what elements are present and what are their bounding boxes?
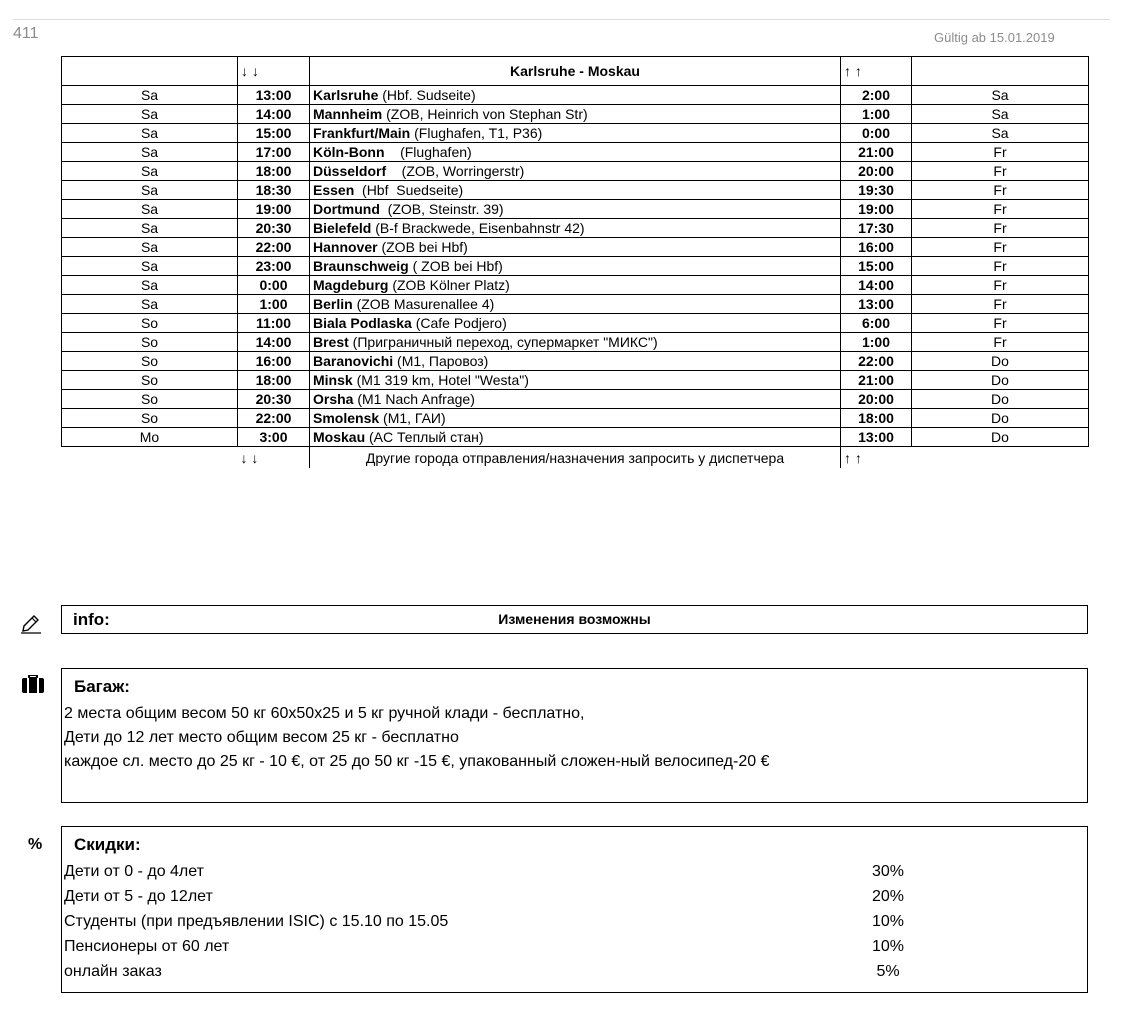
departure-time: 22:00 [238,409,310,428]
timetable-header [62,57,1089,86]
stop-name: Essen [313,182,355,198]
baggage-line: каждое сл. место до 25 кг - 10 €, от 25 до 50 кг -15 €, упакованный сложен-ный велосипед-20 € [64,753,770,770]
discount-value: 30% [871,863,905,880]
stop-detail: (ZOB, Steinstr. 39) [379,201,504,217]
departure-time: 0:00 [238,276,310,295]
departure-time: 20:30 [238,219,310,238]
timetable-row [62,295,1089,314]
discounts-title: Скидки: [74,835,141,854]
return-day: Do [912,409,1089,428]
return-time: 21:00 [841,143,912,162]
timetable-row [62,219,1089,238]
return-day: Do [912,352,1089,371]
timetable-row [62,390,1089,409]
return-day: Fr [912,200,1089,219]
discount-value: 10% [871,913,905,930]
return-time: 16:00 [841,238,912,257]
timetable-row [62,181,1089,200]
departure-day: So [62,371,238,390]
baggage-title: Багаж: [74,677,130,696]
stop-cell [310,124,841,143]
departure-time: 22:00 [238,238,310,257]
timetable-row [62,162,1089,181]
down-arrows: ↓ ↓ [238,57,310,86]
stop-cell [310,276,841,295]
up-arrows: ↑ ↑ [841,57,912,86]
valid-from: Gültig ab 15.01.2019 [934,30,1055,45]
stop-name: Berlin [313,296,353,312]
return-day: Sa [912,86,1089,105]
stop-detail: (Hbf Suedseite) [354,182,464,198]
stop-name: Moskau [313,429,366,445]
return-time: 2:00 [841,86,912,105]
departure-day: So [62,390,238,409]
return-time: 1:00 [841,105,912,124]
return-day: Fr [912,276,1089,295]
stop-cell [310,409,841,428]
timetable-row [62,143,1089,162]
return-day: Do [912,390,1089,409]
baggage-line: Дети до 12 лет место общим весом 25 кг - бесплатно [64,729,459,746]
pencil-icon [20,612,42,634]
stop-name: Smolensk [313,410,380,426]
luggage-icon [22,675,44,693]
top-divider [13,19,1110,20]
stop-detail: (B-f Brackwede, Eisenbahnstr 42) [371,220,585,236]
departure-day: Sa [62,181,238,200]
return-time: 13:00 [841,428,912,447]
stop-detail: (Приграничный переход, супермаркет "МИКС") [348,334,658,350]
departure-day: Mo [62,428,238,447]
info-box [61,605,1088,634]
return-time: 20:00 [841,390,912,409]
stop-cell [310,333,841,352]
info-text: Изменения возможны [498,611,651,627]
stop-detail: (M1 Nach Anfrage) [353,391,475,407]
departure-day: Sa [62,238,238,257]
departure-time: 11:00 [238,314,310,333]
down-arrows-footer: ↓ ↓ [240,449,259,466]
return-time: 20:00 [841,162,912,181]
stop-name: Hannover [313,239,378,255]
route-title: Karlsruhe - Moskau [310,57,841,86]
return-day: Fr [912,219,1089,238]
discounts-box [61,826,1088,993]
return-time: 6:00 [841,314,912,333]
stop-name: Düsseldorf [313,163,387,179]
timetable-row [62,333,1089,352]
departure-day: Sa [62,162,238,181]
stop-name: Frankfurt/Main [313,125,411,141]
departure-day: Sa [62,105,238,124]
departure-day: Sa [62,276,238,295]
percent-icon: % [28,836,43,853]
return-time: 15:00 [841,257,912,276]
baggage-box [61,668,1088,803]
stop-name: Biala Podlaska [313,315,412,331]
stop-cell [310,238,841,257]
stop-detail: (Cafe Podjero) [411,315,507,331]
timetable-row [62,428,1089,447]
discount-label: онлайн заказ [64,963,162,980]
timetable-row [62,257,1089,276]
stop-cell [310,295,841,314]
stop-name: Karlsruhe [313,87,379,103]
stop-detail: ( ZOB bei Hbf) [408,258,503,274]
discount-label: Дети от 5 - до 12лет [64,888,213,905]
departure-day: Sa [62,124,238,143]
timetable-row [62,105,1089,124]
departure-time: 19:00 [238,200,310,219]
return-day: Fr [912,314,1089,333]
departure-time: 1:00 [238,295,310,314]
stop-detail: (Flughafen, T1, P36) [410,125,543,141]
stop-cell [310,181,841,200]
discount-value: 20% [871,888,905,905]
departure-time: 23:00 [238,257,310,276]
return-time: 13:00 [841,295,912,314]
timetable-row [62,124,1089,143]
stop-cell [310,352,841,371]
stop-name: Bielefeld [313,220,372,236]
stop-cell [310,371,841,390]
discount-value: 5% [876,963,900,980]
stop-cell [310,200,841,219]
departure-time: 3:00 [238,428,310,447]
stop-name: Dortmund [313,201,380,217]
departure-time: 18:00 [238,371,310,390]
departure-day: So [62,352,238,371]
timetable [61,56,1089,468]
departure-day: So [62,409,238,428]
return-time: 0:00 [841,124,912,143]
departure-time: 15:00 [238,124,310,143]
timetable-row [62,86,1089,105]
return-time: 18:00 [841,409,912,428]
timetable-row [62,276,1089,295]
stop-detail: (ZOB Kölner Platz) [388,277,510,293]
stop-cell [310,219,841,238]
return-day: Fr [912,257,1089,276]
timetable-row [62,200,1089,219]
page-number: 411 [13,25,39,42]
return-day: Fr [912,295,1089,314]
info-label: info: [73,610,110,629]
return-time: 19:00 [841,200,912,219]
return-day: Fr [912,181,1089,200]
stop-detail: (Flughafen) [384,144,472,160]
stop-name: Brest [313,334,349,350]
stop-detail: (M1 319 km, Hotel "Westa") [352,372,529,388]
stop-name: Mannheim [313,106,383,122]
stop-name: Baranovichi [313,353,394,369]
return-time: 21:00 [841,371,912,390]
baggage-line: 2 места общим весом 50 кг 60х50х25 и 5 кг ручной клади - бесплатно, [64,705,585,722]
stop-detail: (ZOB, Worringerstr) [386,163,525,179]
return-day: Fr [912,162,1089,181]
discount-label: Пенсионеры от 60 лет [64,938,230,955]
return-day: Fr [912,238,1089,257]
departure-time: 17:00 [238,143,310,162]
stop-cell [310,86,841,105]
departure-day: Sa [62,86,238,105]
departure-time: 13:00 [238,86,310,105]
departure-time: 16:00 [238,352,310,371]
stop-name: Braunschweig [313,258,409,274]
discount-value: 10% [871,938,905,955]
discount-label: Студенты (при предъявлении ISIC) с 15.10 по 15.05 [64,913,449,930]
return-day: Fr [912,333,1089,352]
stop-cell [310,314,841,333]
departure-day: Sa [62,257,238,276]
return-day: Do [912,428,1089,447]
return-time: 1:00 [841,333,912,352]
departure-day: Sa [62,295,238,314]
return-time: 14:00 [841,276,912,295]
stop-cell [310,143,841,162]
return-time: 17:30 [841,219,912,238]
stop-name: Minsk [313,372,353,388]
stop-cell [310,257,841,276]
stop-detail: (AC Теплый стан) [365,429,484,445]
stop-detail: (ZOB bei Hbf) [377,239,468,255]
stop-detail: (M1, ГАИ) [379,410,446,426]
departure-day: Sa [62,143,238,162]
stop-cell [310,105,841,124]
departure-day: So [62,314,238,333]
departure-day: Sa [62,219,238,238]
stop-detail: (ZOB Masurenallee 4) [352,296,495,312]
stop-cell [310,428,841,447]
timetable-row [62,352,1089,371]
footnote: Другие города отправления/назначения запросить у диспетчера [310,447,841,469]
return-time: 19:30 [841,181,912,200]
departure-time: 14:00 [238,333,310,352]
stop-detail: (M1, Паровоз) [393,353,489,369]
stop-cell [310,390,841,409]
stop-cell [310,162,841,181]
return-time: 22:00 [841,352,912,371]
stop-detail: (ZOB, Heinrich von Stephan Str) [382,106,588,122]
discount-label: Дети от 0 - до 4лет [64,863,204,880]
stop-name: Orsha [313,391,354,407]
timetable-row [62,238,1089,257]
return-day: Sa [912,124,1089,143]
departure-time: 18:00 [238,162,310,181]
stop-name: Magdeburg [313,277,389,293]
departure-time: 14:00 [238,105,310,124]
departure-day: Sa [62,200,238,219]
departure-time: 20:30 [238,390,310,409]
stop-detail: (Hbf. Sudseite) [378,87,476,103]
timetable-row [62,371,1089,390]
departure-day: So [62,333,238,352]
return-day: Do [912,371,1089,390]
timetable-row [62,314,1089,333]
return-day: Sa [912,105,1089,124]
return-day: Fr [912,143,1089,162]
timetable-footer [62,447,1089,469]
up-arrows-footer: ↑ ↑ [844,449,862,466]
stop-name: Köln-Bonn [313,144,385,160]
departure-time: 18:30 [238,181,310,200]
timetable-row [62,409,1089,428]
